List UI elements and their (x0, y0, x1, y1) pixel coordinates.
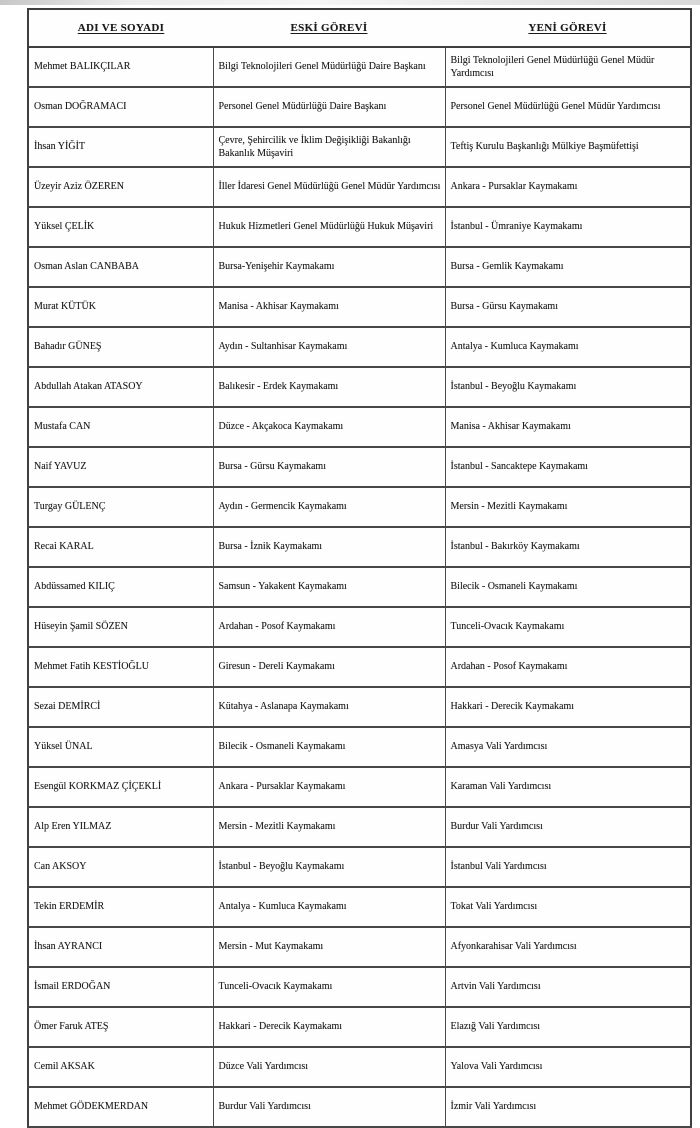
name-cell: Can AKSOY (28, 847, 213, 887)
new-duty-cell: İstanbul Vali Yardımcısı (445, 847, 691, 887)
table-row (28, 167, 691, 207)
name-cell: Mehmet Fatih KESTİOĞLU (28, 647, 213, 687)
name-cell: İsmail ERDOĞAN (28, 967, 213, 1007)
name-cell: Abdüssamed KILIÇ (28, 567, 213, 607)
new-duty-cell: İstanbul - Sancaktepe Kaymakamı (445, 447, 691, 487)
new-duty-cell: Manisa - Akhisar Kaymakamı (445, 407, 691, 447)
name-cell: Sezai DEMİRCİ (28, 687, 213, 727)
old-duty-cell: Aydın - Germencik Kaymakamı (213, 487, 445, 527)
name-cell: Alp Eren YILMAZ (28, 807, 213, 847)
old-duty-cell: Giresun - Dereli Kaymakamı (213, 647, 445, 687)
old-duty-cell: Bursa - Gürsu Kaymakamı (213, 447, 445, 487)
table-row (28, 767, 691, 807)
new-duty-cell: Afyonkarahisar Vali Yardımcısı (445, 927, 691, 967)
table-row (28, 927, 691, 967)
name-cell: Abdullah Atakan ATASOY (28, 367, 213, 407)
table-row (28, 567, 691, 607)
new-duty-cell: Teftiş Kurulu Başkanlığı Mülkiye Başmüfettişi (445, 127, 691, 167)
appointments-table (27, 8, 692, 1128)
table-row (28, 487, 691, 527)
new-duty-cell: Burdur Vali Yardımcısı (445, 807, 691, 847)
name-cell: Turgay GÜLENÇ (28, 487, 213, 527)
old-duty-cell: Kütahya - Aslanapa Kaymakamı (213, 687, 445, 727)
table-row (28, 447, 691, 487)
old-duty-cell: Aydın - Sultanhisar Kaymakamı (213, 327, 445, 367)
name-cell: Murat KÜTÜK (28, 287, 213, 327)
column-header-new-duty (445, 9, 691, 47)
name-cell: İhsan AYRANCI (28, 927, 213, 967)
new-duty-cell: Amasya Vali Yardımcısı (445, 727, 691, 767)
new-duty-cell: Ankara - Pursaklar Kaymakamı (445, 167, 691, 207)
new-duty-cell: Karaman Vali Yardımcısı (445, 767, 691, 807)
table-row (28, 847, 691, 887)
name-cell: Naif YAVUZ (28, 447, 213, 487)
old-duty-cell: Düzce - Akçakoca Kaymakamı (213, 407, 445, 447)
table-row (28, 1087, 691, 1127)
table-header-row (28, 9, 691, 47)
new-duty-cell: Ardahan - Posof Kaymakamı (445, 647, 691, 687)
column-header-old-duty (213, 9, 445, 47)
new-duty-cell: Bursa - Gemlik Kaymakamı (445, 247, 691, 287)
new-duty-cell: İstanbul - Bakırköy Kaymakamı (445, 527, 691, 567)
old-duty-cell: Bursa - İznik Kaymakamı (213, 527, 445, 567)
name-cell: Mehmet BALIKÇILAR (28, 47, 213, 87)
old-duty-cell: İstanbul - Beyoğlu Kaymakamı (213, 847, 445, 887)
table-row (28, 1007, 691, 1047)
name-cell: Üzeyir Aziz ÖZEREN (28, 167, 213, 207)
old-duty-cell: Burdur Vali Yardımcısı (213, 1087, 445, 1127)
table-row (28, 87, 691, 127)
name-cell: Recai KARAL (28, 527, 213, 567)
old-duty-cell: Bilgi Teknolojileri Genel Müdürlüğü Daire Başkanı (213, 47, 445, 87)
old-duty-cell: Manisa - Akhisar Kaymakamı (213, 287, 445, 327)
name-cell: Tekin ERDEMİR (28, 887, 213, 927)
table-row (28, 247, 691, 287)
table-row (28, 807, 691, 847)
name-cell: Mehmet GÖDEKMERDAN (28, 1087, 213, 1127)
new-duty-cell: Hakkari - Derecik Kaymakamı (445, 687, 691, 727)
table-row (28, 127, 691, 167)
name-cell: Cemil AKSAK (28, 1047, 213, 1087)
name-cell: Bahadır GÜNEŞ (28, 327, 213, 367)
new-duty-cell: Personel Genel Müdürlüğü Genel Müdür Yardımcısı (445, 87, 691, 127)
column-header-name-label: ADI VE SOYADI (77, 22, 165, 34)
scan-artifact (0, 0, 700, 5)
old-duty-cell: Bilecik - Osmaneli Kaymakamı (213, 727, 445, 767)
new-duty-cell: İzmir Vali Yardımcısı (445, 1087, 691, 1127)
new-duty-cell: İstanbul - Ümraniye Kaymakamı (445, 207, 691, 247)
name-cell: Osman DOĞRAMACI (28, 87, 213, 127)
name-cell: Yüksel ÜNAL (28, 727, 213, 767)
table-row (28, 407, 691, 447)
table-row (28, 327, 691, 367)
new-duty-cell: Antalya - Kumluca Kaymakamı (445, 327, 691, 367)
name-cell: Ömer Faruk ATEŞ (28, 1007, 213, 1047)
table-body (28, 47, 691, 1127)
old-duty-cell: Ardahan - Posof Kaymakamı (213, 607, 445, 647)
table-row (28, 1047, 691, 1087)
new-duty-cell: Tokat Vali Yardımcısı (445, 887, 691, 927)
new-duty-cell: Elazığ Vali Yardımcısı (445, 1007, 691, 1047)
old-duty-cell: Samsun - Yakakent Kaymakamı (213, 567, 445, 607)
table-row (28, 687, 691, 727)
name-cell: Yüksel ÇELİK (28, 207, 213, 247)
table-row (28, 207, 691, 247)
new-duty-cell: Tunceli-Ovacık Kaymakamı (445, 607, 691, 647)
name-cell: Mustafa CAN (28, 407, 213, 447)
table-row (28, 647, 691, 687)
old-duty-cell: Personel Genel Müdürlüğü Daire Başkanı (213, 87, 445, 127)
old-duty-cell: Balıkesir - Erdek Kaymakamı (213, 367, 445, 407)
new-duty-cell: Yalova Vali Yardımcısı (445, 1047, 691, 1087)
new-duty-cell: Bursa - Gürsu Kaymakamı (445, 287, 691, 327)
table-row (28, 607, 691, 647)
old-duty-cell: Mersin - Mut Kaymakamı (213, 927, 445, 967)
new-duty-cell: Mersin - Mezitli Kaymakamı (445, 487, 691, 527)
table-row (28, 287, 691, 327)
column-header-new-duty-label: YENİ GÖREVİ (528, 22, 607, 34)
table-row (28, 527, 691, 567)
new-duty-cell: İstanbul - Beyoğlu Kaymakamı (445, 367, 691, 407)
name-cell: İhsan YİĞİT (28, 127, 213, 167)
table-row (28, 887, 691, 927)
old-duty-cell: Antalya - Kumluca Kaymakamı (213, 887, 445, 927)
name-cell: Osman Aslan CANBABA (28, 247, 213, 287)
old-duty-cell: Hukuk Hizmetleri Genel Müdürlüğü Hukuk Müşaviri (213, 207, 445, 247)
new-duty-cell: Bilecik - Osmaneli Kaymakamı (445, 567, 691, 607)
name-cell: Esengül KORKMAZ ÇİÇEKLİ (28, 767, 213, 807)
column-header-old-duty-label: ESKİ GÖREVİ (290, 22, 368, 34)
old-duty-cell: Bursa-Yenişehir Kaymakamı (213, 247, 445, 287)
new-duty-cell: Bilgi Teknolojileri Genel Müdürlüğü Genel Müdür Yardımcısı (445, 47, 691, 87)
old-duty-cell: Tunceli-Ovacık Kaymakamı (213, 967, 445, 1007)
old-duty-cell: İller İdaresi Genel Müdürlüğü Genel Müdür Yardımcısı (213, 167, 445, 207)
table-row (28, 367, 691, 407)
table-row (28, 47, 691, 87)
old-duty-cell: Düzce Vali Yardımcısı (213, 1047, 445, 1087)
old-duty-cell: Mersin - Mezitli Kaymakamı (213, 807, 445, 847)
table-row (28, 727, 691, 767)
document-page (27, 8, 692, 1128)
table-row (28, 967, 691, 1007)
new-duty-cell: Artvin Vali Yardımcısı (445, 967, 691, 1007)
column-header-name (28, 9, 213, 47)
old-duty-cell: Ankara - Pursaklar Kaymakamı (213, 767, 445, 807)
name-cell: Hüseyin Şamil SÖZEN (28, 607, 213, 647)
old-duty-cell: Hakkari - Derecik Kaymakamı (213, 1007, 445, 1047)
old-duty-cell: Çevre, Şehircilik ve İklim Değişikliği Bakanlığı Bakanlık Müşaviri (213, 127, 445, 167)
